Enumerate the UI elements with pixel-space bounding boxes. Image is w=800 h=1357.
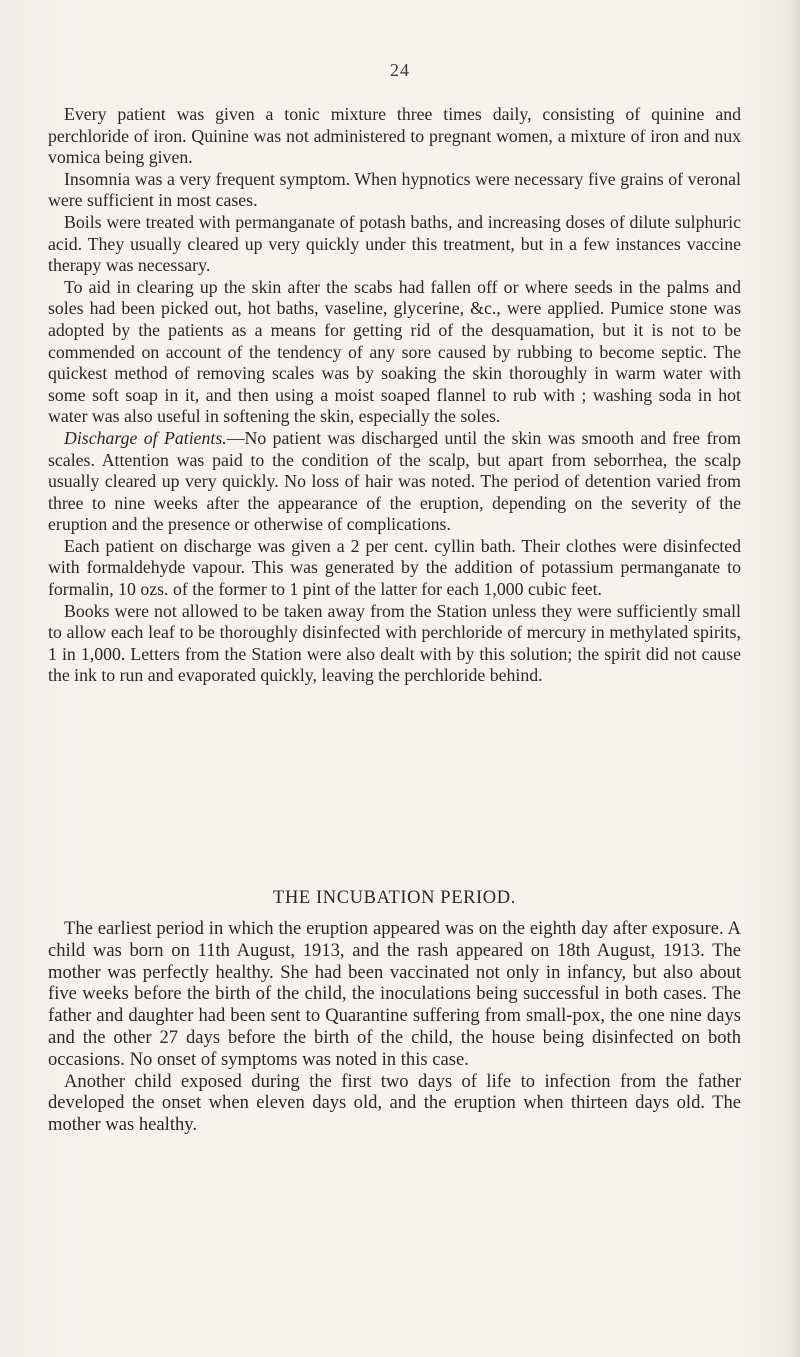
- page-number: 24: [390, 60, 410, 80]
- paragraph-cyllin-bath: Each patient on discharge was given a 2 per cent. cyllin bath. Their clothes were disinfected with formaldehyde vapour. This was generated by the addition of potassium permanganate to formalin, 10 ozs. of the former to 1 pint of the latter for each 1,000 cubic feet.: [48, 535, 741, 600]
- paragraph-tonic: Every patient was given a tonic mixture three times daily, consisting of quinine and perchloride of iron. Quinine was not administered to pregnant women, a mixture of iron and nux vomica being given.: [48, 104, 741, 168]
- paragraph-another-child: Another child exposed during the first two days of life to infection from the father developed the onset when eleven days old, and the eruption when thirteen days old. The mother was healthy.: [48, 1070, 741, 1136]
- section-heading: THE INCUBATION PERIOD.: [273, 888, 516, 908]
- discharge-text: —No patient was discharged until the skin was smooth and free from scales. Attention was paid to the condition of the scalp, but apart from seborrhea, the scalp usually cleared up very quickly. No loss of hair was noted. The period of detention varied from three to nine weeks after the appearance of the eruption, depending on the severity of the eruption and the presence or otherwise of complications.: [48, 427, 742, 535]
- lower-text-block: [48, 918, 741, 1136]
- paragraph-skin-care: To aid in clearing up the skin after the scabs had fallen off or where seeds in the palms and soles had been picked out, hot baths, vaseline, glycerine, &c., were applied. Pumice stone was adopted by the patients as a means for getting rid of the desquamation, but it is not to be commended on account of the tendency of any sore caused by rubbing to become septic. The quickest method of removing scales was by soaking the skin thoroughly in warm water with some soft soap in it, and then using a moist soaped flannel to rub with ; washing soda in hot water was also useful in softening the skin, especially the soles.: [48, 276, 741, 427]
- paragraph-discharge: [48, 428, 741, 536]
- paragraph-insomnia: Insomnia was a very frequent symptom. When hypnotics were necessary five grains of veronal were sufficient in most cases.: [48, 168, 741, 211]
- discharge-heading: Discharge of Patients.: [64, 427, 227, 448]
- paragraph-books: Books were not allowed to be taken away from the Station unless they were sufficiently small to allow each leaf to be thoroughly disinfected with perchloride of mercury in methylated spirits, 1 in 1,000. Letters from the Station were also dealt with by this solution; the spirit did not cause the ink to run and evaporated quickly, leaving the perchloride behind.: [48, 600, 741, 686]
- page-edge-shadow: [788, 0, 800, 1357]
- paragraph-earliest-period: The earliest period in which the eruption appeared was on the eighth day after exposure. A child was born on 11th August, 1913, and the rash appeared on 18th August, 1913. The mother was perfectly healthy. She had been vaccinated not only in infancy, but also about five weeks before the birth of the child, the inoculations being successful in both cases. The father and daughter had been sent to Quarantine suffering from small-pox, the one nine days and the other 27 days before the birth of the child, the house being disinfected on both occasions. No onset of symptoms was noted in this case.: [48, 918, 741, 1070]
- upper-text-block: [48, 104, 741, 687]
- paragraph-boils: Boils were treated with permanganate of potash baths, and increasing doses of dilute sulphuric acid. They usually cleared up very quickly under this treatment, but in a few instances vaccine therapy was necessary.: [48, 211, 741, 276]
